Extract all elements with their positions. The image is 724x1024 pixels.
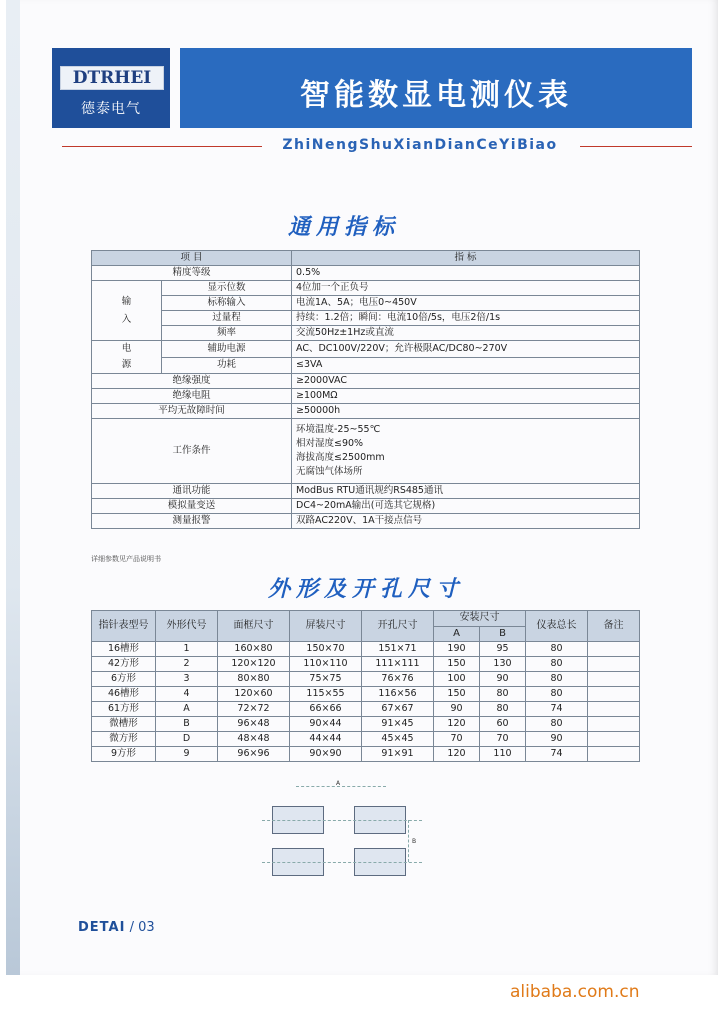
mounting-diagram bbox=[262, 780, 432, 886]
dims-cell: 44×44 bbox=[290, 732, 362, 747]
spec-item: 精度等级 bbox=[92, 266, 292, 281]
dims-cell bbox=[588, 657, 640, 672]
subtitle-rule-right bbox=[580, 146, 692, 147]
dims-cell: 90×44 bbox=[290, 717, 362, 732]
spec-value: ≥2000VAC bbox=[292, 374, 640, 389]
dims-row bbox=[92, 642, 640, 657]
dims-row bbox=[92, 687, 640, 702]
dims-section-title: 外形及开孔尺寸 bbox=[268, 577, 465, 602]
spec-value: 0.5% bbox=[292, 266, 640, 281]
dims-cell: 46槽形 bbox=[92, 687, 156, 702]
spec-group-input bbox=[92, 281, 162, 341]
dims-header-frame: 面框尺寸 bbox=[218, 611, 290, 642]
dims-cell: 70 bbox=[480, 732, 526, 747]
dims-cell bbox=[588, 687, 640, 702]
dims-cell: 115×55 bbox=[290, 687, 362, 702]
dims-cell: 2 bbox=[156, 657, 218, 672]
dims-header-mount: 安装尺寸 bbox=[434, 611, 526, 627]
spec-value-line: 相对湿度≤90% bbox=[296, 438, 364, 449]
dims-cell: 72×72 bbox=[218, 702, 290, 717]
spec-item: 通讯功能 bbox=[92, 484, 292, 499]
spec-group-input-char2: 入 bbox=[121, 313, 132, 325]
spec-group-power-char2: 源 bbox=[121, 359, 132, 370]
dims-cell: 120×120 bbox=[218, 657, 290, 672]
spec-value: 双路AC220V、1A干接点信号 bbox=[292, 514, 640, 529]
footer-brand: DETAI bbox=[78, 920, 126, 935]
spec-item: 平均无故障时间 bbox=[92, 404, 292, 419]
dims-cell: 微方形 bbox=[92, 732, 156, 747]
dims-cell: 90×90 bbox=[290, 747, 362, 762]
subtitle-rule-left bbox=[62, 146, 262, 147]
dims-cell: 80 bbox=[526, 642, 588, 657]
spec-section-title: 通用指标 bbox=[288, 215, 401, 240]
centerline-bottom bbox=[262, 862, 422, 863]
dims-cell: 70 bbox=[434, 732, 480, 747]
dims-cell: 66×66 bbox=[290, 702, 362, 717]
page-footer bbox=[78, 920, 155, 935]
dims-cell: 130 bbox=[480, 657, 526, 672]
spec-header-value: 指 标 bbox=[292, 251, 640, 266]
dims-cell: 90 bbox=[434, 702, 480, 717]
dims-cell: 6方形 bbox=[92, 672, 156, 687]
spec-value: 持续：1.2倍；瞬间：电流10倍/5s，电压2倍/1s bbox=[292, 311, 640, 326]
dims-cell: 95 bbox=[480, 642, 526, 657]
dims-header-cutout: 开孔尺寸 bbox=[362, 611, 434, 642]
spec-header-item: 项 目 bbox=[92, 251, 292, 266]
spec-value: 交流50Hz±1Hz或直流 bbox=[292, 326, 640, 341]
spec-value-line: 环境温度-25~55℃ bbox=[296, 424, 381, 435]
dims-cell: 91×45 bbox=[362, 717, 434, 732]
footer-page-number: / 03 bbox=[125, 920, 155, 935]
logo-company-name: 德泰电气 bbox=[81, 101, 141, 117]
dims-row bbox=[92, 717, 640, 732]
dims-row bbox=[92, 732, 640, 747]
dims-cell: 80 bbox=[480, 702, 526, 717]
logo-mark: DTRHEI bbox=[60, 66, 164, 90]
dims-cell bbox=[588, 732, 640, 747]
dims-row bbox=[92, 702, 640, 717]
dims-cell bbox=[588, 717, 640, 732]
dims-cell: 80×80 bbox=[218, 672, 290, 687]
dims-cell: 96×96 bbox=[218, 747, 290, 762]
dims-cell: D bbox=[156, 732, 218, 747]
dims-cell bbox=[588, 672, 640, 687]
spec-item: 功耗 bbox=[162, 357, 292, 374]
dims-cell: 91×91 bbox=[362, 747, 434, 762]
dims-cell: 96×48 bbox=[218, 717, 290, 732]
dims-cell: 80 bbox=[480, 687, 526, 702]
spec-footnote: 详细参数见产品说明书 bbox=[91, 555, 161, 563]
brand-logo bbox=[52, 48, 170, 128]
spec-value: 4位加一个正负号 bbox=[292, 281, 640, 296]
dimension-label-a: A bbox=[336, 780, 341, 787]
spec-value-line: 无腐蚀气体场所 bbox=[296, 466, 363, 477]
spec-value: ≥100MΩ bbox=[292, 389, 640, 404]
dims-cell: 150 bbox=[434, 657, 480, 672]
spec-value: AC、DC100V/220V；允许极限AC/DC80~270V bbox=[292, 341, 640, 358]
dims-table bbox=[91, 610, 640, 762]
dims-header-screen: 屏装尺寸 bbox=[290, 611, 362, 642]
dims-cell: 116×56 bbox=[362, 687, 434, 702]
dims-cell: 1 bbox=[156, 642, 218, 657]
dims-cell bbox=[588, 747, 640, 762]
dims-header-mount-b: B bbox=[480, 626, 526, 642]
spec-item: 绝缘强度 bbox=[92, 374, 292, 389]
dims-cell: 60 bbox=[480, 717, 526, 732]
dims-cell: 80 bbox=[526, 687, 588, 702]
dims-cell: 150 bbox=[434, 687, 480, 702]
spec-item: 过量程 bbox=[162, 311, 292, 326]
spec-group-input-char1: 输 bbox=[121, 295, 132, 307]
spec-value: ≥50000h bbox=[292, 404, 640, 419]
dims-cell: 160×80 bbox=[218, 642, 290, 657]
dims-cell: 110 bbox=[480, 747, 526, 762]
dims-cell: 16槽形 bbox=[92, 642, 156, 657]
dims-cell: 150×70 bbox=[290, 642, 362, 657]
source-watermark: alibaba.com.cn bbox=[510, 982, 640, 1002]
dims-cell: 微槽形 bbox=[92, 717, 156, 732]
dims-cell: A bbox=[156, 702, 218, 717]
dims-cell: 4 bbox=[156, 687, 218, 702]
spec-item: 辅助电源 bbox=[162, 341, 292, 358]
dims-cell: 80 bbox=[526, 717, 588, 732]
dims-cell: 111×111 bbox=[362, 657, 434, 672]
dims-header-remark: 备注 bbox=[588, 611, 640, 642]
dims-header-mount-a: A bbox=[434, 626, 480, 642]
spec-group-power-char1: 电 bbox=[121, 343, 132, 354]
dims-row bbox=[92, 672, 640, 687]
dims-cell: 120×60 bbox=[218, 687, 290, 702]
dims-header-code: 外形代号 bbox=[156, 611, 218, 642]
dims-cell: 75×75 bbox=[290, 672, 362, 687]
dims-cell bbox=[588, 642, 640, 657]
spec-item: 模拟量变送 bbox=[92, 499, 292, 514]
dims-cell: 74 bbox=[526, 702, 588, 717]
spec-value-line: 海拔高度≤2500mm bbox=[296, 452, 385, 463]
dims-cell: 3 bbox=[156, 672, 218, 687]
dims-row bbox=[92, 657, 640, 672]
page-title: 智能数显电测仪表 bbox=[300, 78, 572, 113]
dims-cell: 9 bbox=[156, 747, 218, 762]
dims-cell: B bbox=[156, 717, 218, 732]
dims-cell: 110×110 bbox=[290, 657, 362, 672]
spec-item: 显示位数 bbox=[162, 281, 292, 296]
title-band bbox=[180, 48, 692, 128]
spec-item: 测量报警 bbox=[92, 514, 292, 529]
spec-item: 工作条件 bbox=[92, 419, 292, 484]
dims-cell: 42方形 bbox=[92, 657, 156, 672]
spec-table bbox=[91, 250, 640, 529]
spec-group-power bbox=[92, 341, 162, 374]
page-subtitle: ZhiNengShuXianDianCeYiBiao bbox=[282, 137, 558, 153]
centerline-top bbox=[262, 820, 422, 821]
spec-value: 电流1A、5A；电压0~450V bbox=[292, 296, 640, 311]
dims-cell: 90 bbox=[526, 732, 588, 747]
sheet-edge-shadow bbox=[6, 0, 20, 975]
dimension-line-a bbox=[296, 786, 386, 787]
dims-header-length: 仪表总长 bbox=[526, 611, 588, 642]
spec-value-multiline bbox=[292, 419, 640, 484]
spec-value: ≤3VA bbox=[292, 357, 640, 374]
spec-item: 标称输入 bbox=[162, 296, 292, 311]
dims-cell: 48×48 bbox=[218, 732, 290, 747]
dims-cell: 120 bbox=[434, 747, 480, 762]
spec-item: 频率 bbox=[162, 326, 292, 341]
dims-cell: 9方形 bbox=[92, 747, 156, 762]
dims-cell: 61方形 bbox=[92, 702, 156, 717]
spec-value: DC4~20mA输出(可选其它规格) bbox=[292, 499, 640, 514]
dims-cell: 190 bbox=[434, 642, 480, 657]
dims-cell: 80 bbox=[526, 657, 588, 672]
dims-cell: 45×45 bbox=[362, 732, 434, 747]
dims-cell: 67×67 bbox=[362, 702, 434, 717]
dims-header-model: 指针表型号 bbox=[92, 611, 156, 642]
dims-cell: 90 bbox=[480, 672, 526, 687]
dims-row bbox=[92, 747, 640, 762]
spec-value: ModBus RTU通讯规约RS485通讯 bbox=[292, 484, 640, 499]
dims-cell: 120 bbox=[434, 717, 480, 732]
spec-item: 绝缘电阻 bbox=[92, 389, 292, 404]
dims-cell bbox=[588, 702, 640, 717]
dims-cell: 76×76 bbox=[362, 672, 434, 687]
dims-cell: 151×71 bbox=[362, 642, 434, 657]
dimension-label-b: B bbox=[412, 838, 417, 845]
dims-cell: 100 bbox=[434, 672, 480, 687]
dims-cell: 74 bbox=[526, 747, 588, 762]
dims-cell: 80 bbox=[526, 672, 588, 687]
dimension-line-b bbox=[408, 820, 409, 862]
